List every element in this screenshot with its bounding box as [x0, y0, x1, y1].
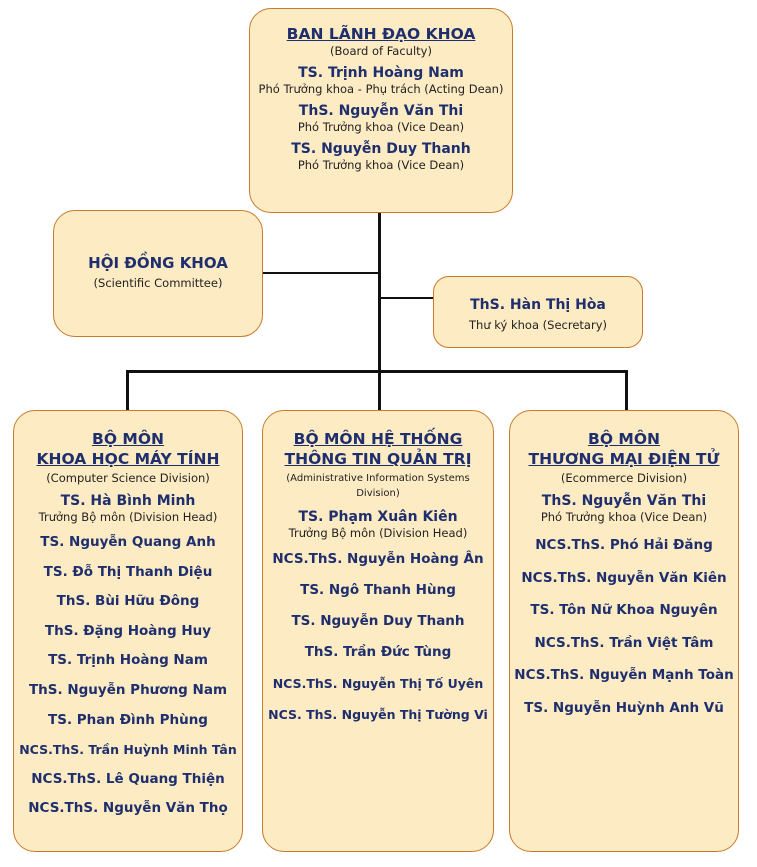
board-leader-3-role: Phó Trưởng khoa (Vice Dean) — [297, 158, 465, 172]
division-cs-title-line1: BỘ MÔN — [92, 430, 164, 448]
board-leader-2-role: Phó Trưởng khoa (Vice Dean) — [297, 120, 465, 134]
division-ec-member: TS. Tôn Nữ Khoa Nguyên — [530, 602, 718, 618]
division-ais-head-name: TS. Phạm Xuân Kiên — [298, 509, 458, 525]
division-cs-box — [13, 410, 243, 852]
connector-horizontal-bar — [126, 370, 628, 373]
division-ec-head-name: ThS. Nguyễn Văn Thi — [541, 493, 707, 509]
division-cs-member: ThS. Nguyễn Phương Nam — [28, 681, 228, 698]
division-ec-head-role: Phó Trưởng khoa (Vice Dean) — [540, 510, 708, 524]
board-title: BAN LÃNH ĐẠO KHOA — [286, 25, 476, 43]
secretary-box — [433, 276, 643, 348]
division-ec-title-line1: BỘ MÔN — [588, 430, 660, 448]
division-ais-member: TS. Nguyễn Duy Thanh — [291, 613, 465, 629]
division-cs-subtitle: (Computer Science Division) — [46, 471, 210, 485]
division-ais-member: NCS.ThS. Nguyễn Thị Tố Uyên — [272, 676, 484, 691]
division-ec-title-line2: THƯƠNG MẠI ĐIỆN TỬ — [528, 450, 720, 468]
board-box — [249, 8, 513, 213]
division-ec-member: NCS.ThS. Phó Hải Đăng — [535, 537, 713, 553]
division-cs-member: TS. Phan Đình Phùng — [48, 711, 208, 728]
division-ec-subtitle: (Ecommerce Division) — [560, 471, 688, 485]
board-leader-1-name: TS. Trịnh Hoàng Nam — [298, 65, 464, 81]
board-subtitle: (Board of Faculty) — [330, 44, 432, 58]
division-cs-head-role: Trưởng Bộ môn (Division Head) — [38, 510, 218, 524]
division-ec-box — [509, 410, 739, 852]
secretary-role: Thư ký khoa (Secretary) — [469, 318, 607, 332]
division-ais-title-line1: BỘ MÔN HỆ THỐNG — [293, 430, 463, 448]
division-ais-member: ThS. Trần Đức Tùng — [304, 644, 452, 660]
division-cs-member: TS. Nguyễn Quang Anh — [40, 534, 216, 550]
division-cs-member: NCS.ThS. Lê Quang Thiện — [31, 770, 225, 787]
division-ais-box — [262, 410, 494, 852]
division-cs-member: ThS. Đặng Hoàng Huy — [44, 622, 212, 639]
division-cs-member: TS. Trịnh Hoàng Nam — [48, 652, 208, 669]
connector-division-1 — [126, 370, 129, 414]
division-cs-member: ThS. Bùi Hữu Đông — [56, 593, 200, 610]
division-ais-subtitle: (Administrative Information Systems Division) — [286, 473, 470, 499]
division-ec-member: NCS.ThS. Nguyễn Mạnh Toàn — [514, 667, 734, 683]
division-cs-title-line2: KHOA HỌC MÁY TÍNH — [36, 450, 220, 468]
division-cs-head-name: TS. Hà Bình Minh — [60, 493, 196, 509]
division-cs-member: NCS.ThS. Trần Huỳnh Minh Tân — [19, 742, 237, 758]
connector-main-vertical — [378, 212, 381, 372]
secretary-name: ThS. Hàn Thị Hòa — [470, 297, 606, 313]
division-cs-member: TS. Đỗ Thị Thanh Diệu — [43, 563, 213, 580]
division-cs-member: NCS.ThS. Nguyễn Văn Thọ — [28, 800, 228, 817]
connector-council — [263, 272, 378, 274]
board-leader-3-name: TS. Nguyễn Duy Thanh — [291, 141, 471, 157]
council-title: HỘI ĐỒNG KHOA — [88, 254, 228, 272]
connector-division-2 — [378, 370, 381, 414]
division-ais-member: NCS.ThS. Nguyễn Hoàng Ân — [272, 551, 484, 567]
division-ais-head-role: Trưởng Bộ môn (Division Head) — [288, 526, 468, 540]
division-ais-member: NCS. ThS. Nguyễn Thị Tường Vi — [268, 707, 488, 722]
connector-division-3 — [625, 370, 628, 414]
connector-secretary — [381, 297, 433, 299]
division-ais-title-line2: THÔNG TIN QUẢN TRỊ — [284, 450, 472, 468]
council-box — [53, 210, 263, 337]
board-leader-1-role: Phó Trưởng khoa - Phụ trách (Acting Dean) — [258, 82, 504, 96]
council-subtitle: (Scientific Committee) — [93, 276, 223, 290]
division-ec-member: NCS.ThS. Nguyễn Văn Kiên — [521, 569, 727, 586]
division-ais-member: TS. Ngô Thanh Hùng — [300, 582, 456, 598]
board-leader-2-name: ThS. Nguyễn Văn Thi — [298, 103, 464, 119]
division-ec-member: NCS.ThS. Trần Việt Tâm — [534, 634, 714, 651]
division-ec-member: TS. Nguyễn Huỳnh Anh Vũ — [524, 699, 724, 716]
